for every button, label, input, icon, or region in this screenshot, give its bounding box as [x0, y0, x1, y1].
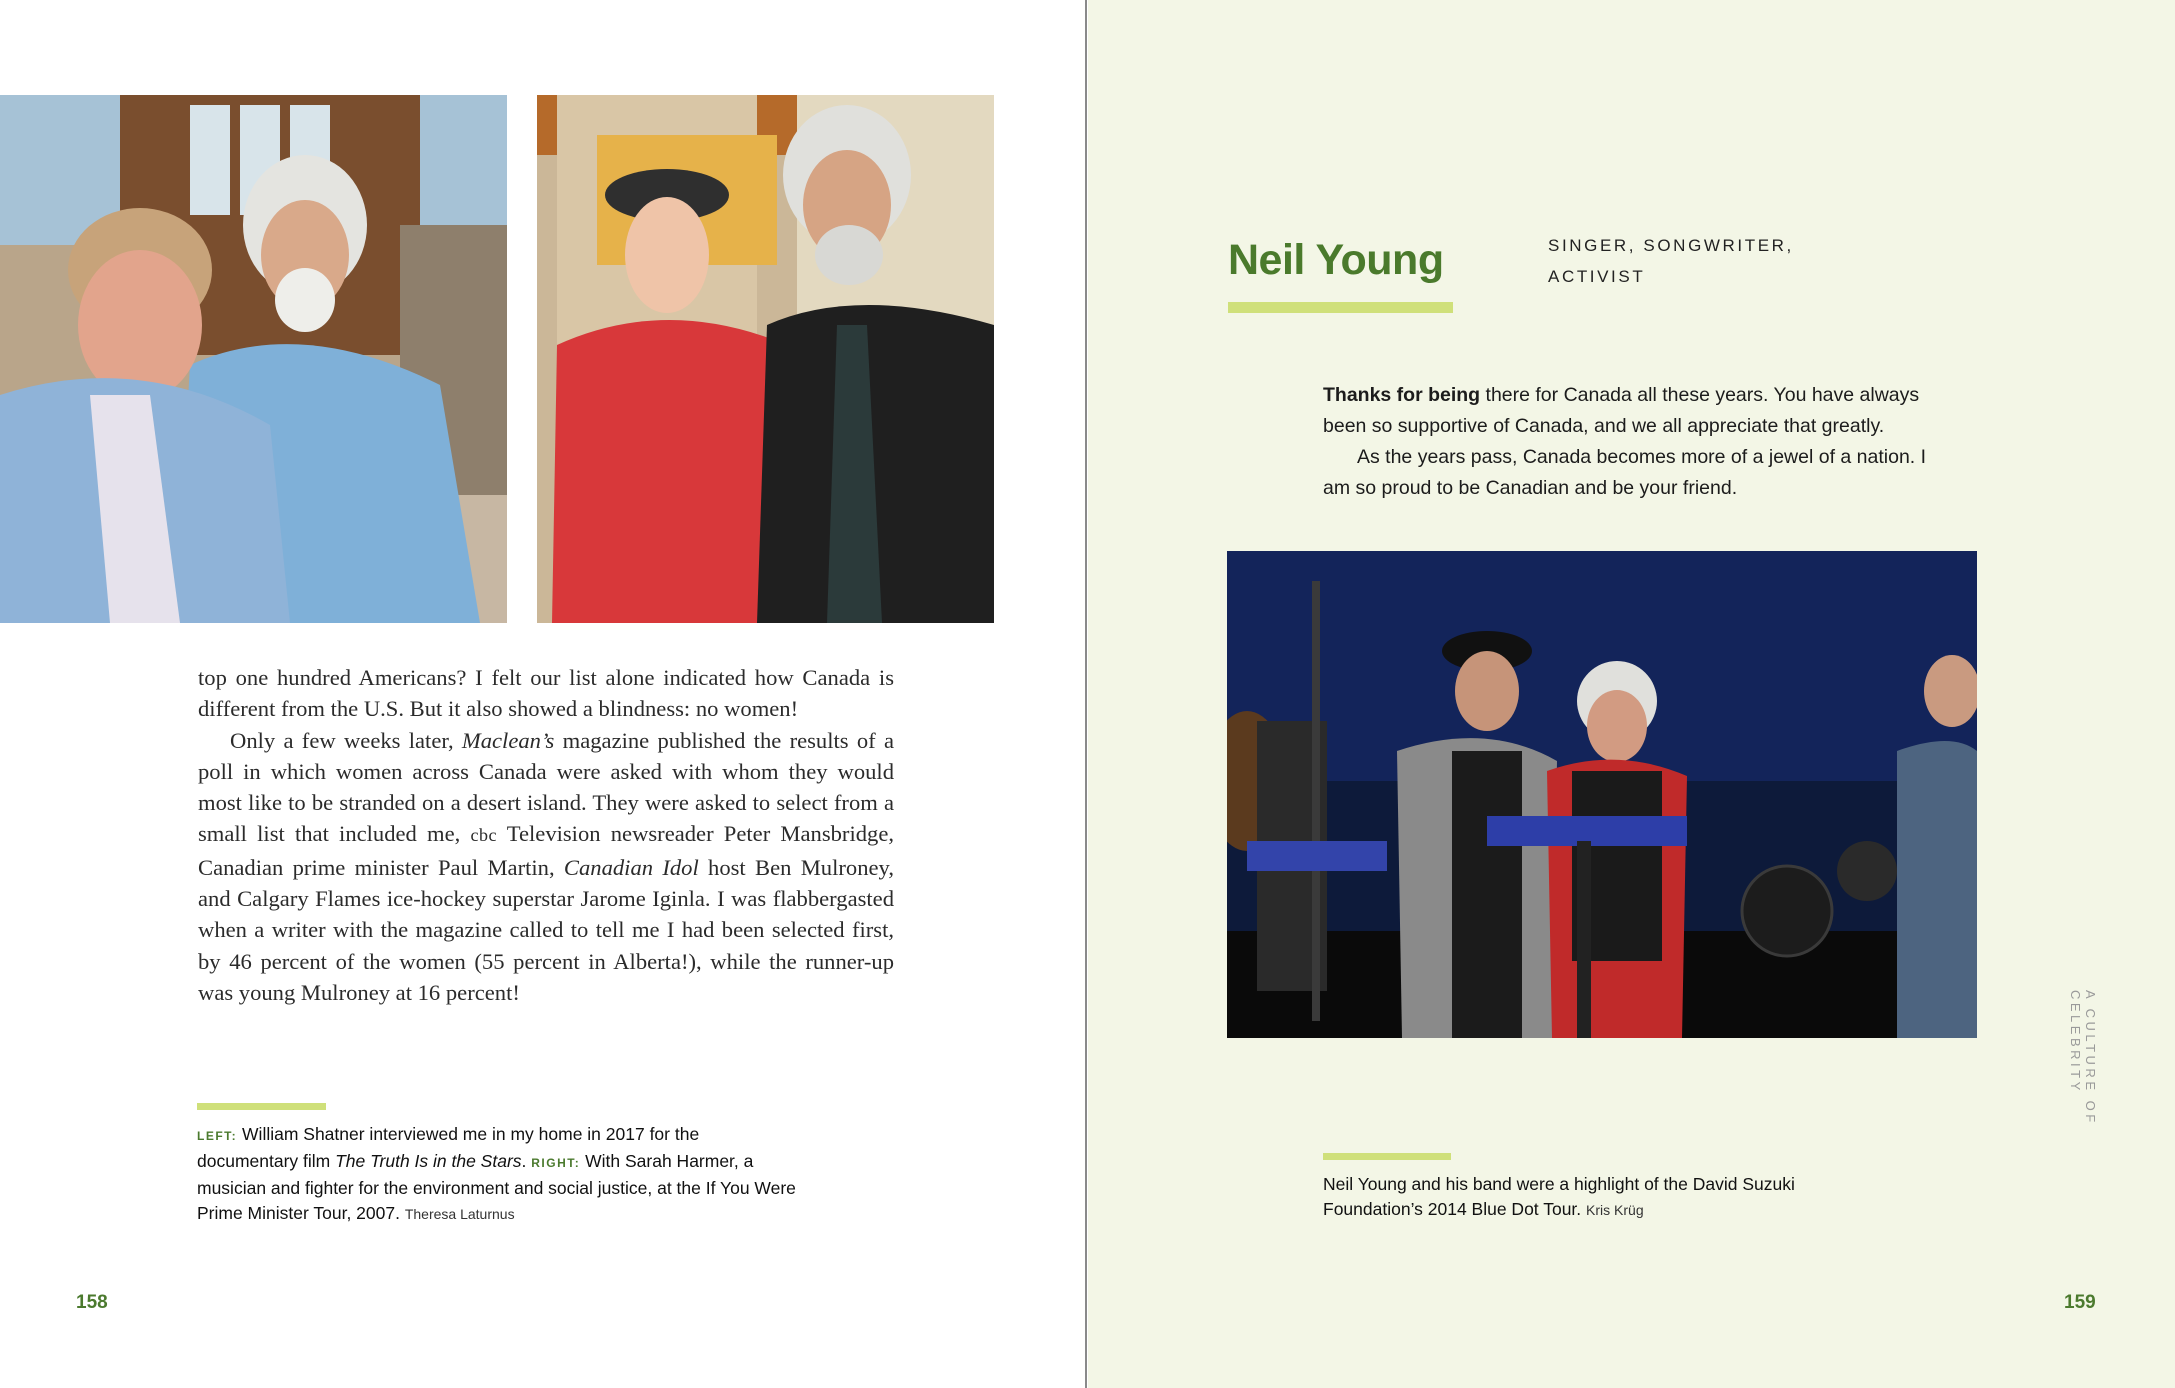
film-title: The Truth Is in the Stars — [335, 1151, 522, 1171]
caption-text: Neil Young and his band were a highlight of the David Suzuki Foundation’s 2014 Blue Dot Tour. — [1323, 1174, 1795, 1219]
caption-rule — [1323, 1153, 1451, 1160]
title-underline — [1228, 302, 1453, 313]
quote-lead: Thanks for being — [1323, 384, 1481, 406]
section-title: Neil Young — [1228, 236, 1444, 284]
photo-shatner-suzuki — [0, 95, 507, 623]
caption-text: . — [521, 1151, 532, 1171]
caption-text: William Shatner interviewed me in my home in 2017 for the documentary film — [197, 1124, 700, 1171]
magazine-title: Maclean’s — [461, 727, 555, 753]
tribute-quote — [1323, 380, 1933, 504]
caption-label-left: LEFT: — [197, 1129, 238, 1143]
body-paragraph: top one hundred Americans? I felt our list alone indicated how Canada is different from the U.S. But it also showed a blindness: no women! — [198, 665, 894, 722]
text-run: magazine published the results of a poll in which women across Canada were asked with whom they would most like to be stranded on a desert island. They were asked to select from a small list that included me, — [198, 727, 894, 847]
text-run: Television newsreader Peter Mansbridge, Canadian prime minister Paul Martin, — [198, 821, 894, 880]
page-number-right: 159 — [2064, 1292, 2096, 1313]
photo-caption-left — [197, 1122, 802, 1227]
photo-caption-right — [1323, 1172, 1883, 1223]
quote-text: there for Canada all these years. You have always been so supportive of Canada, and we all appreciate that greatly. — [1323, 384, 1920, 437]
photo-credit: Theresa Laturnus — [404, 1206, 515, 1222]
quote-paragraph — [1323, 380, 1933, 442]
section-subtitle: SINGER, SONGWRITER, ACTIVIST — [1548, 236, 1794, 286]
photo-blue-dot-tour — [1227, 551, 1977, 1038]
caption-label-right: RIGHT: — [531, 1156, 581, 1170]
caption-text: With Sarah Harmer, a musician and fighter for the environment and social justice, at the If You Were Prime Minister Tour, 2007. — [197, 1151, 796, 1223]
page-number-left: 158 — [76, 1292, 108, 1313]
body-text — [198, 662, 894, 1008]
left-page — [0, 0, 1087, 1388]
quote-paragraph: As the years pass, Canada becomes more of a jewel of a nation. I am so proud to be Canadian and be your friend. — [1323, 446, 1927, 499]
running-head: A CULTURE OF CELEBRITY — [2068, 990, 2098, 1126]
caption-rule — [197, 1103, 326, 1110]
text-run: host Ben Mulroney, and Calgary Flames ice-hockey superstar Jarome Iginla. I was flabbergasted when a writer with the magazine called to tell me I had been selected first, by 46 percent of the women (55 percent in Alberta!), while the runner-up was young Mulroney at 16 percent! — [198, 854, 894, 1005]
text-run: Only a few weeks later, — [230, 727, 462, 753]
body-paragraph — [198, 725, 894, 1009]
network-smallcaps: cbc — [470, 825, 497, 846]
show-title: Canadian Idol — [563, 854, 699, 880]
photo-harmer-suzuki — [537, 95, 994, 623]
photo-credit: Kris Krüg — [1586, 1202, 1644, 1218]
